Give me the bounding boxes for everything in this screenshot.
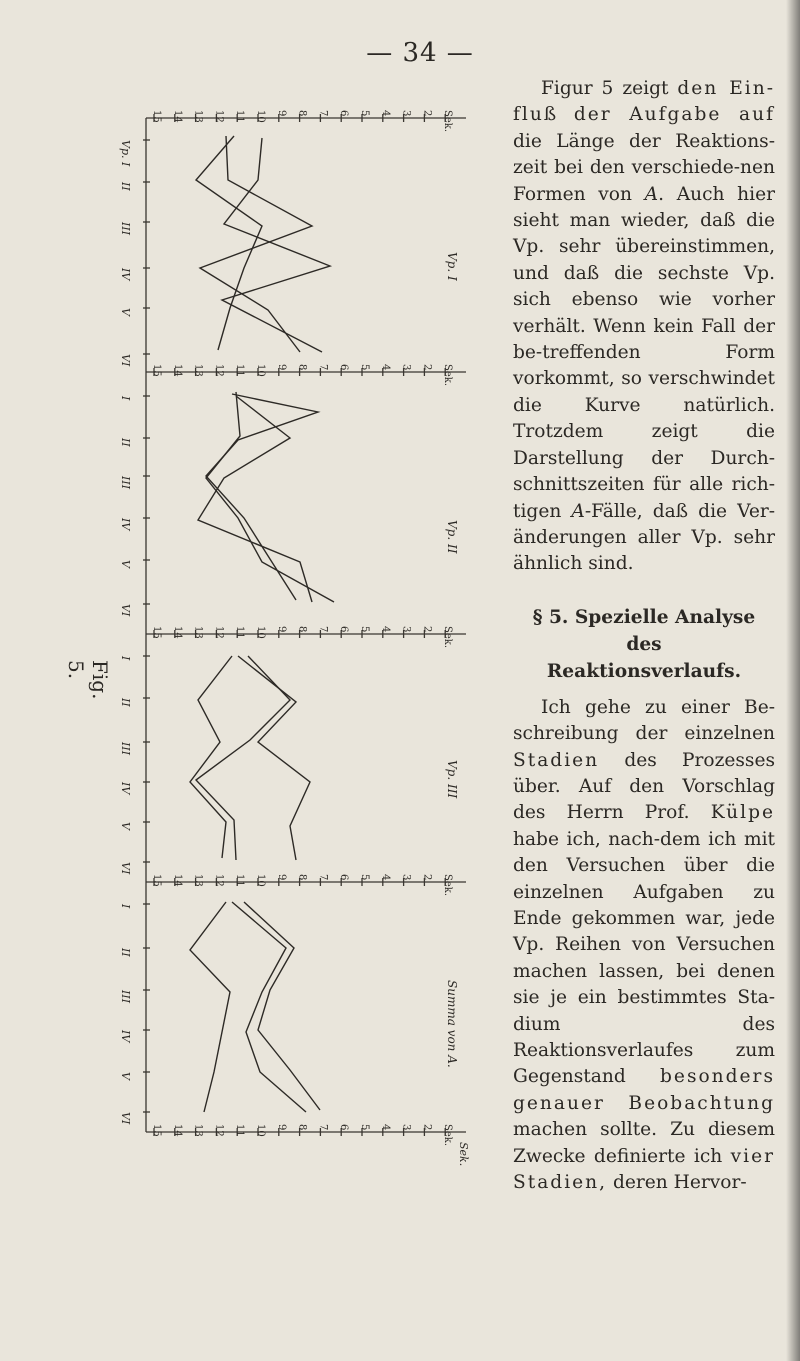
column-tick-label: 15: [151, 110, 162, 123]
column-tick-label: Sek.: [442, 110, 454, 133]
paragraph1-run: A: [644, 183, 659, 205]
row-label: V: [119, 308, 132, 316]
row-label: II: [119, 698, 132, 707]
column-tick-label: 13: [192, 1124, 204, 1137]
paragraph2-run: Stadien: [513, 749, 600, 771]
row-label: II: [119, 438, 132, 447]
row-label: Vp. I: [119, 140, 132, 167]
paragraph1-run: Figur 5 zeigt: [541, 78, 678, 99]
panel-2-curve-2: [198, 396, 312, 602]
column-tick-label: 4: [379, 874, 391, 881]
row-label: II: [119, 182, 132, 191]
column-tick-label: 7: [317, 1124, 329, 1131]
page-number: — 34 —: [366, 38, 474, 68]
column-tick-label: 14: [171, 626, 183, 639]
column-tick-label: 2: [421, 874, 433, 881]
column-tick-label: 8: [296, 1124, 308, 1131]
column-tick-label: 8: [296, 110, 308, 117]
column-tick-label: 9: [275, 364, 287, 371]
figure-curves: [190, 136, 334, 1112]
column-tick-label: 14: [171, 364, 183, 377]
paragraph1-run: -Fälle, daß die Ver-änderungen aller Vp. sehr ähnlich sind.: [513, 500, 775, 575]
column-tick-label: 15: [151, 874, 162, 887]
column-tick-label: 11: [234, 874, 246, 887]
column-tick-label: 8: [296, 626, 308, 633]
column-tick-label: Sek.: [442, 1124, 454, 1147]
paragraph2-run: besonders genauer Beobachtung: [513, 1066, 775, 1114]
row-label: II: [119, 948, 132, 957]
panel-3-curve-1: [190, 656, 232, 858]
column-tick-label: 2: [421, 110, 433, 117]
bottom-axis-unit: Sek.: [457, 1142, 470, 1167]
section-heading-line2: Reaktionsverlaufs.: [546, 660, 742, 682]
section-heading: [513, 604, 775, 685]
panel-side-label: Vp. III: [445, 760, 459, 799]
paragraph-figure-description: [513, 76, 775, 578]
column-tick-label: 5: [359, 364, 370, 371]
panel-2-curve-3: [206, 394, 318, 600]
column-tick-label: 9: [275, 110, 287, 117]
column-tick-label: 3: [400, 364, 412, 371]
panel-1-curve-1: [196, 136, 262, 350]
column-tick-label: 3: [400, 110, 412, 117]
column-tick-label: 2: [421, 364, 433, 371]
column-tick-label: 12: [213, 364, 225, 377]
column-tick-label: 4: [379, 1124, 391, 1131]
scan-edge-shadow: [786, 0, 800, 1361]
row-label: III: [119, 742, 132, 756]
panel-3-curve-2: [238, 656, 310, 860]
row-label: IV: [119, 1030, 132, 1043]
row-label: VI: [119, 1112, 132, 1125]
row-label: VI: [119, 862, 132, 875]
paragraph2-run: Külpe: [710, 802, 775, 824]
row-label: IV: [119, 518, 132, 531]
column-tick-label: 8: [296, 874, 308, 881]
column-tick-label: 6: [338, 110, 350, 117]
column-tick-label: 15: [151, 364, 162, 377]
column-tick-label: 10: [255, 364, 266, 377]
row-label: VI: [119, 604, 132, 617]
column-tick-label: 14: [171, 874, 183, 887]
column-tick-label: 2: [421, 1124, 433, 1131]
column-tick-label: Sek.: [442, 364, 454, 387]
row-label: IV: [119, 268, 132, 281]
column-tick-label: 5: [359, 1124, 370, 1131]
row-label: I: [119, 396, 132, 401]
panel-side-label: Vp. I: [445, 252, 459, 281]
column-tick-label: 11: [234, 110, 246, 123]
column-tick-label: Sek.: [442, 874, 454, 897]
panel-4-curve-2: [232, 902, 306, 1112]
paragraph2-run: des Prozesses über. Auf den Vorschlag des Herrn Prof.: [513, 749, 775, 824]
column-tick-label: 11: [234, 364, 246, 377]
figure-grid: [143, 114, 466, 1136]
column-tick-label: 4: [379, 626, 391, 633]
column-tick-label: 12: [213, 874, 225, 887]
column-tick-label: 2: [421, 626, 433, 633]
paragraph1-run: . Auch hier sieht man wieder, daß die Vp. sehr übereinstimmen, und daß die sechste Vp. sich ebenso wie vorher verhält. Wenn kein Fall der be-treffenden Form vorkommt, so verschwindet die Kurve natürlich. Trotzdem zeigt die Darstellung der Durch-schnittszeiten für alle rich-tigen: [513, 183, 776, 522]
row-label: V: [119, 822, 132, 830]
row-label: V: [119, 1072, 132, 1080]
column-tick-label: 12: [213, 1124, 225, 1137]
column-tick-label: 13: [192, 626, 204, 639]
panel-side-label: Summa von A.: [445, 980, 459, 1068]
row-label: I: [119, 656, 132, 661]
paragraph2-run: deren Hervor-: [607, 1172, 747, 1194]
column-tick-label: 12: [213, 110, 225, 123]
column-tick-label: 13: [192, 110, 204, 123]
panel-4-curve-1: [190, 902, 230, 1112]
paragraph1-run: [558, 104, 574, 125]
column-tick-label: 13: [192, 874, 204, 887]
column-tick-label: 10: [255, 874, 266, 887]
column-tick-label: 14: [171, 1124, 183, 1137]
column-tick-label: 9: [275, 626, 287, 633]
column-tick-label: 14: [171, 110, 183, 123]
paragraph1-run: den Ein-fluß: [513, 78, 775, 126]
column-tick-label: 13: [192, 364, 204, 377]
paragraph2-run: machen sollte. Zu diesem Zwecke definierte ich: [513, 1119, 775, 1167]
column-tick-label: Sek.: [442, 626, 454, 649]
column-tick-label: 7: [317, 110, 329, 117]
column-tick-label: 6: [338, 874, 350, 881]
column-tick-label: 6: [338, 626, 350, 633]
column-tick-label: 3: [400, 626, 412, 633]
paragraph2-run: Ich gehe zu einer Be-schreibung der einzelnen: [513, 696, 775, 745]
panel-1-curve-2: [200, 136, 312, 352]
column-tick-label: 11: [234, 1124, 246, 1137]
column-tick-label: 11: [234, 626, 246, 639]
panel-4-curve-3: [244, 902, 320, 1110]
paragraph1-run: die Länge der Reaktions-zeit bei den verschiede-nen Formen von: [513, 130, 775, 205]
column-tick-label: 6: [338, 364, 350, 371]
figure-label: Fig. 5.: [64, 660, 112, 700]
row-label: IV: [119, 782, 132, 795]
column-tick-label: 5: [359, 110, 370, 117]
column-tick-label: 3: [400, 874, 412, 881]
paragraph1-run: der Aufgabe auf: [573, 104, 775, 126]
row-label: III: [119, 476, 132, 490]
row-label: III: [119, 222, 132, 236]
column-tick-label: 9: [275, 1124, 287, 1131]
column-tick-label: 7: [317, 874, 329, 881]
paragraph-stage-analysis: [513, 695, 775, 1197]
panel-side-label: Vp. II: [445, 520, 459, 554]
column-tick-label: 15: [151, 1124, 162, 1137]
column-tick-label: 10: [255, 626, 266, 639]
row-label: I: [119, 904, 132, 909]
section-heading-line1: § 5. Spezielle Analyse des: [532, 606, 756, 655]
row-label: V: [119, 560, 132, 568]
column-tick-label: 12: [213, 626, 225, 639]
column-tick-label: 7: [317, 626, 329, 633]
column-tick-label: 5: [359, 874, 370, 881]
paragraph1-run: A: [571, 500, 585, 522]
column-tick-label: 9: [275, 874, 287, 881]
body-text: [513, 76, 775, 1196]
paragraph2-run: habe ich, nach-dem ich mit den Versuchen über die einzelnen Aufgaben zu Ende gekommen war, jede Vp. Reihen von Versuchen machen lassen, bei denen sie je ein bestimmtes Sta-dium des Reaktionsverlaufes zum Gegenstand: [513, 828, 775, 1088]
column-tick-label: 7: [317, 364, 329, 371]
column-tick-label: 6: [338, 1124, 350, 1131]
row-label: VI: [119, 354, 132, 367]
column-tick-label: 10: [255, 1124, 266, 1137]
column-tick-label: 5: [359, 626, 370, 633]
figure-labels: [119, 110, 470, 1166]
column-tick-label: 4: [379, 110, 391, 117]
row-label: III: [119, 990, 132, 1004]
column-tick-label: 15: [151, 626, 162, 639]
column-tick-label: 10: [255, 110, 266, 123]
column-tick-label: 4: [379, 364, 391, 371]
column-tick-label: 8: [296, 364, 308, 371]
column-tick-label: 3: [400, 1124, 412, 1131]
paragraph2-run: vier Stadien,: [513, 1145, 775, 1194]
